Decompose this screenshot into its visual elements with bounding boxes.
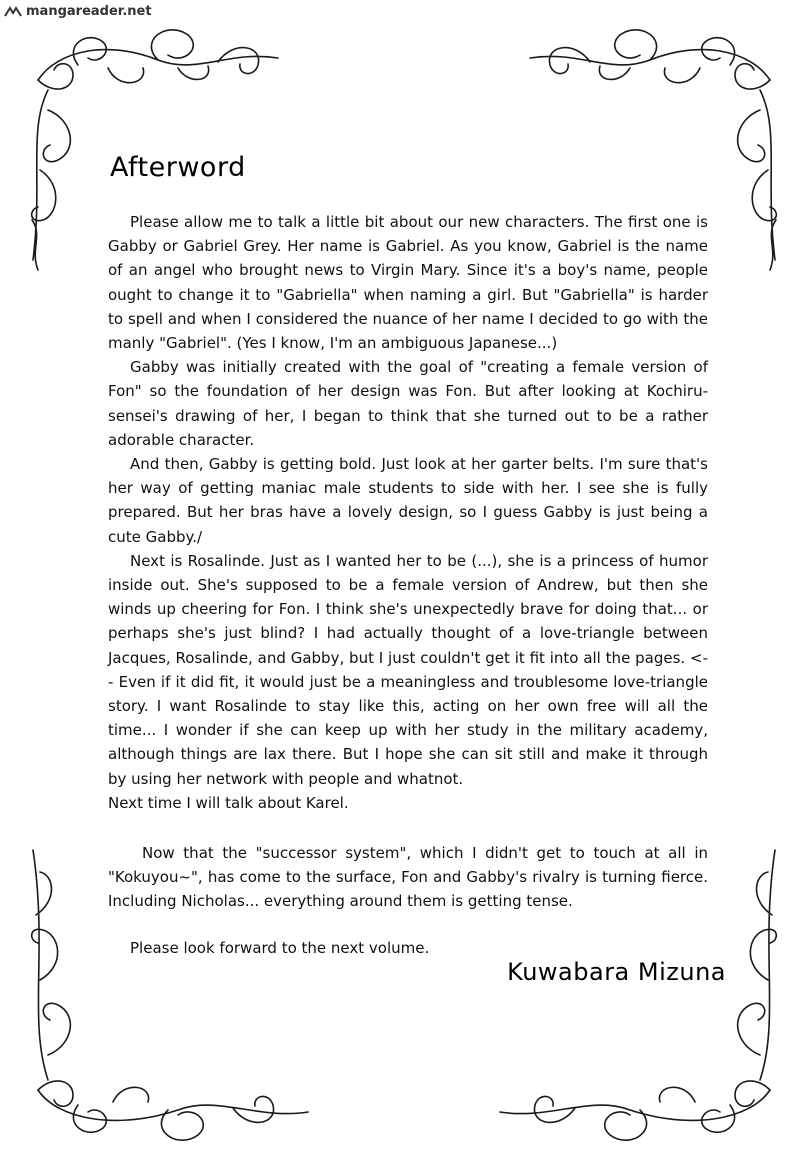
page-title: Afterword — [110, 152, 246, 183]
paragraph-rosalinde: Next is Rosalinde. Just as I wanted her to be (...), she is a princess of humor inside out. She's supposed to be a female version of Andrew, but then she winds up cheering for Fon. I think she's unexpectedly brave for doing that... or perhaps she's just blind? I had actually thought of a love-triangle between Jacques, Rosalinde, and Gabby, but I just couldn't get it fit into all the pages. <-- Even if it did fit, it would just be a meaningless and troublesome love-triangle story. I want Rosalinde to stay like this, acting on her own free will all the time... I wonder if she can keep up with her study in the military academy, although things are lax there. But I hope she can sit still and make it through by using her network with people and whatnot. — [108, 551, 708, 788]
watermark — [4, 4, 152, 19]
spacer — [108, 815, 708, 841]
paragraph-next-volume: Please look forward to the next volume. — [130, 938, 430, 957]
paragraph-gabby-design: Gabby was initially created with the goal of "creating a female version of Fon" so the foundation of her design was Fon. But after looking at Kochiru-sensei's drawing of her, I began to think that she turned out to be a rather adorable character. — [108, 358, 708, 449]
mangareader-logo-icon — [4, 6, 22, 18]
paragraph-gabby-bold: And then, Gabby is getting bold. Just look at her garter belts. I'm sure that's her way of getting maniac male students to side with her. I see she is fully prepared. But her bras have a lovely design, so I guess Gabby is just being a cute Gabby./ — [108, 455, 708, 546]
afterword-body — [108, 210, 708, 960]
watermark-text: mangareader.net — [26, 4, 152, 19]
paragraph-successor-system: Now that the "successor system", which I didn't get to touch at all in "Kokuyou~", has come to the surface, Fon and Gabby's rivalry is turning fierce. Including Nicholas... everything around them is getting tense. — [108, 844, 708, 911]
author-signature: Kuwabara Mizuna — [507, 958, 726, 986]
spacer — [108, 914, 708, 936]
paragraph-gabriel-name: Please allow me to talk a little bit about our new characters. The first one is Gabby or Gabriel Grey. Her name is Gabriel. As you know, Gabriel is the name of an angel who brought news to Virgin Mary. Since it's a boy's name, people ought to change it to "Gabriella" when naming a girl. But "Gabriella" is harder to spell and when I considered the nuance of her name I decided to go with the manly "Gabriel". (Yes I know, I'm an ambiguous Japanese...) — [108, 213, 708, 353]
paragraph-next-karel: Next time I will talk about Karel. — [108, 793, 349, 812]
